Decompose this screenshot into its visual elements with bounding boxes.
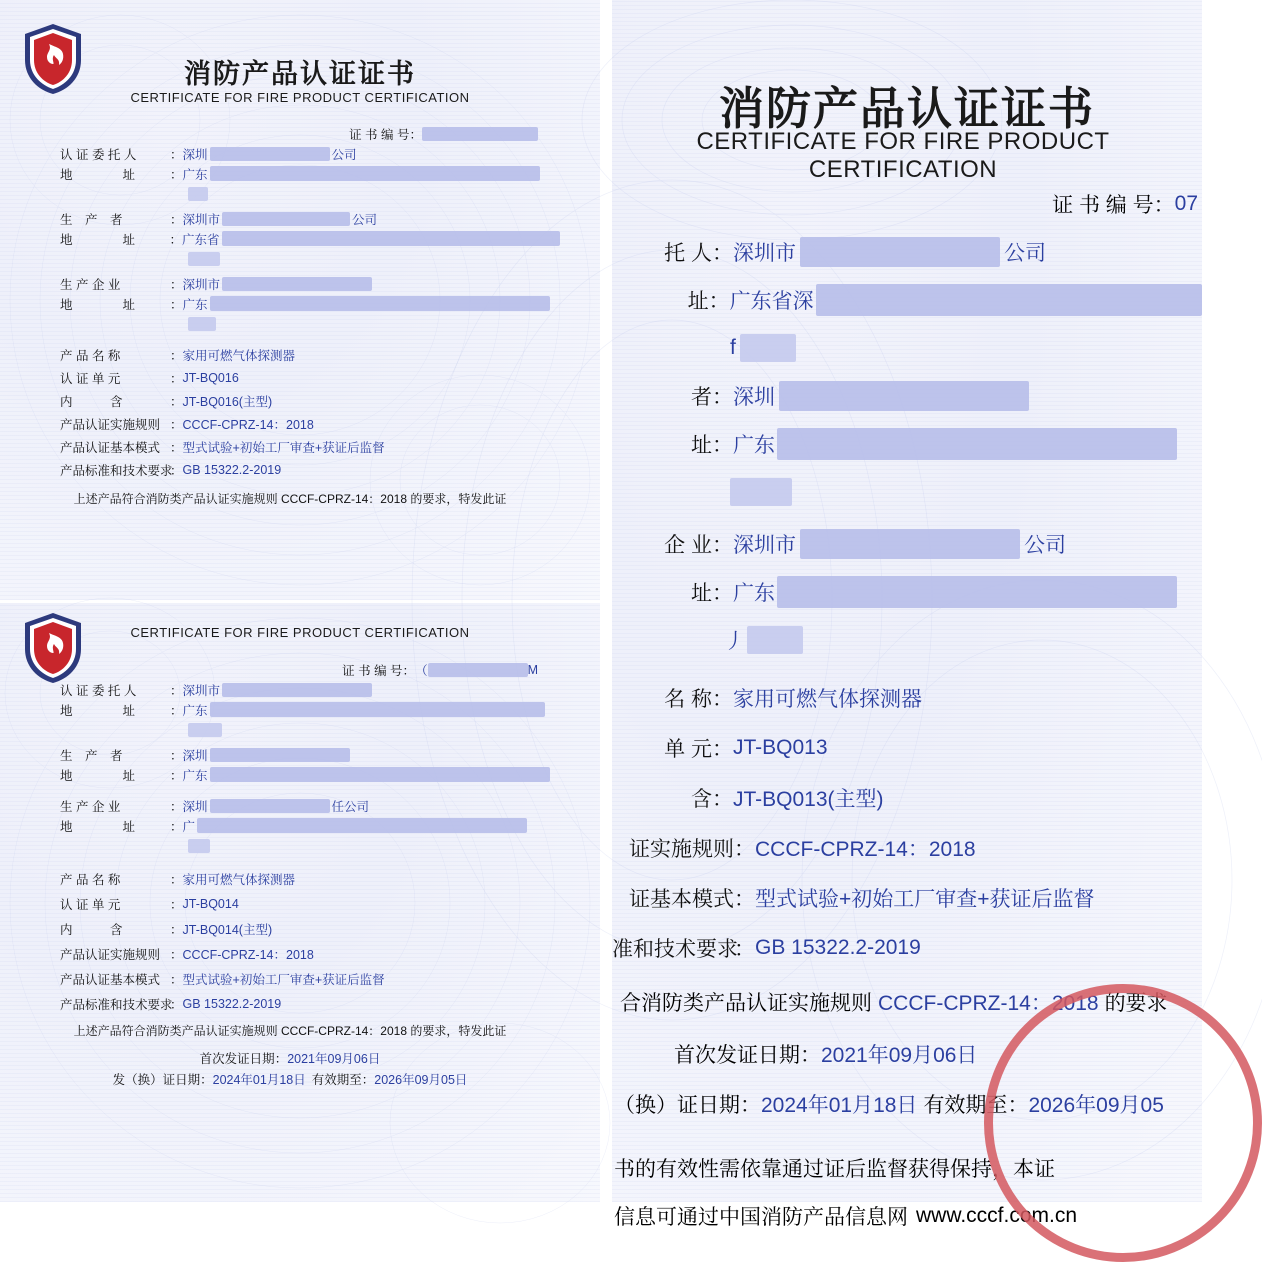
product-name-label: 产 品 名 称 xyxy=(60,348,121,363)
valid-until-value: 2026年09月05 xyxy=(1028,1094,1164,1117)
field-cert-no xyxy=(60,661,560,678)
redaction-bar xyxy=(816,284,1202,316)
colon: ： xyxy=(740,1094,761,1117)
colon: ： xyxy=(170,768,183,783)
redaction-bar xyxy=(210,296,550,311)
product-name-label: 产 品 名 称 xyxy=(60,872,121,887)
standard-value: GB 15322.2-2019 xyxy=(182,996,282,1011)
field-cert-unit xyxy=(60,369,560,386)
certificate-right-zoomed xyxy=(612,0,1202,1229)
colon: ： xyxy=(734,838,755,861)
certificate-fields xyxy=(60,125,560,507)
redaction-bar xyxy=(747,626,803,654)
field-includes xyxy=(612,779,1202,817)
producer-address-prefix: 广东 xyxy=(733,434,775,457)
redaction-bar xyxy=(210,702,545,717)
factory-label: 企 业 xyxy=(664,534,712,557)
applicant-address-label: 址 xyxy=(687,290,709,313)
field-producer-address xyxy=(60,230,560,247)
field-first-issue xyxy=(20,1049,560,1066)
redaction-bar xyxy=(222,212,350,226)
rule-value: CCCF-CPRZ-14：2018 xyxy=(755,838,976,861)
redaction-bar xyxy=(222,683,372,697)
factory-address-fragment: 丿 xyxy=(724,630,745,653)
field-standard xyxy=(60,461,560,478)
certificate-footnote: 上述产品符合消防类产品认证实施规则 CCCF-CPRZ-14：2018 的要求，特发此证 xyxy=(73,492,507,506)
certificate-title-en: CERTIFICATE FOR FIRE PRODUCT CERTIFICATION xyxy=(130,90,470,105)
field-product-name xyxy=(60,346,560,363)
colon: ： xyxy=(712,534,733,557)
applicant-address-prefix: 广东 xyxy=(182,167,208,182)
colon: ： xyxy=(170,277,183,292)
cert-unit-label: 认 证 单 元 xyxy=(60,897,121,912)
cert-unit-value: JT-BQ014 xyxy=(182,896,239,911)
includes-value: JT-BQ013(主型) xyxy=(733,788,884,811)
colon: ： xyxy=(712,788,733,811)
field-cert-unit xyxy=(612,729,1202,767)
colon: ： xyxy=(170,371,183,386)
validity-note-text: 书的有效性需依靠通过证后监督获得保持，本证 xyxy=(614,1158,1055,1181)
includes-label: 含 xyxy=(691,788,712,811)
mode-value: 型式试验+初始工厂审查+获证后监督 xyxy=(182,972,385,987)
field-rule xyxy=(60,415,560,432)
cert-no-label: 证 书 编 号 xyxy=(342,663,403,678)
applicant-prefix: 深圳 xyxy=(182,147,208,162)
first-issue-value: 2021年09月06日 xyxy=(287,1051,381,1066)
colon: ： xyxy=(170,748,183,763)
field-includes xyxy=(60,392,560,409)
factory-address-label: 地 址 xyxy=(60,819,136,834)
includes-value: JT-BQ014(主型) xyxy=(182,922,273,937)
field-applicant-address-line2 xyxy=(60,721,560,738)
colon: ： xyxy=(170,683,183,698)
colon: ： xyxy=(170,799,183,814)
cert-unit-label: 认 证 单 元 xyxy=(60,371,121,386)
producer-prefix: 深圳市 xyxy=(182,212,221,227)
colon: ： xyxy=(170,997,183,1012)
redaction-bar xyxy=(210,767,550,782)
field-applicant xyxy=(60,681,560,698)
colon: ： xyxy=(170,872,183,887)
field-applicant-address xyxy=(60,701,560,718)
reissue-label: 发（换）证日期 xyxy=(112,1072,201,1087)
valid-until-label: 有效期至 xyxy=(923,1094,1008,1117)
field-factory-address-line2 xyxy=(60,837,560,854)
redaction-bar xyxy=(740,334,796,362)
field-factory-address-line2 xyxy=(612,621,1202,659)
field-applicant-address-line2 xyxy=(60,185,560,202)
producer-address-prefix: 广东 xyxy=(182,768,208,783)
factory-address-prefix: 广 xyxy=(182,819,196,834)
field-producer-address xyxy=(612,425,1202,463)
field-reissue xyxy=(20,1070,560,1087)
redaction-bar xyxy=(210,748,350,762)
includes-label: 内 含 xyxy=(60,922,123,937)
factory-address-label: 地 址 xyxy=(60,297,136,312)
colon: ： xyxy=(170,147,183,162)
field-product-name xyxy=(60,870,560,887)
producer-label: 生 产 者 xyxy=(60,748,123,763)
producer-address-label: 址 xyxy=(691,434,712,457)
colon: ： xyxy=(170,972,183,987)
field-factory-address xyxy=(60,295,560,312)
certificate-footnote: 上述产品符合消防类产品认证实施规则 CCCF-CPRZ-14：2018 的要求，特发此证 xyxy=(73,1024,507,1038)
cert-no-suffix: M xyxy=(527,662,538,677)
factory-address-prefix: 广东 xyxy=(182,297,208,312)
rule-label: 产品认证实施规则 xyxy=(60,947,161,962)
colon: ： xyxy=(734,888,755,911)
field-mode xyxy=(60,438,560,455)
redaction-bar xyxy=(422,127,538,141)
colon: ： xyxy=(402,663,416,678)
field-producer xyxy=(612,377,1202,415)
reissue-value: 2024年01月18日 xyxy=(761,1094,918,1117)
redaction-bar xyxy=(210,799,330,813)
redaction-bar xyxy=(197,818,527,833)
certificate-title-en: CERTIFICATE FOR FIRE PRODUCT CERTIFICATION xyxy=(130,625,470,640)
colon: ： xyxy=(1153,194,1175,217)
first-issue-value: 2021年09月06日 xyxy=(821,1044,978,1067)
rule-label: 产品认证实施规则 xyxy=(60,417,161,432)
applicant-label: 认 证 委 托 人 xyxy=(60,147,137,162)
colon: ： xyxy=(170,947,183,962)
product-name-value: 家用可燃气体探测器 xyxy=(733,688,922,711)
factory-prefix: 深圳 xyxy=(182,799,208,814)
applicant-address-label: 地 址 xyxy=(60,167,136,182)
valid-until-value: 2026年09月05日 xyxy=(374,1072,468,1087)
mode-label: 证基本模式 xyxy=(629,888,734,911)
includes-value: JT-BQ016(主型) xyxy=(182,394,273,409)
colon: ： xyxy=(170,440,183,455)
field-cert-no xyxy=(60,125,560,142)
field-applicant-address xyxy=(612,281,1202,319)
footnote-suffix: 的要求 xyxy=(1104,992,1168,1015)
includes-label: 内 含 xyxy=(60,394,123,409)
applicant-prefix: 深圳市 xyxy=(733,242,796,265)
certificate-fields xyxy=(60,661,560,1090)
first-issue-label: 首次发证日期 xyxy=(199,1051,275,1066)
field-producer-address-line2 xyxy=(60,250,560,267)
colon: ： xyxy=(361,1072,375,1087)
colon: ： xyxy=(409,127,422,142)
field-factory-address xyxy=(60,817,560,834)
factory-prefix: 深圳市 xyxy=(182,277,221,292)
certificate-title-en: CERTIFICATE FOR FIRE PRODUCT CERTIFICATION xyxy=(696,128,1110,183)
factory-suffix: 任公司 xyxy=(331,799,370,814)
producer-address-label: 地 址 xyxy=(60,232,136,247)
colon: ： xyxy=(170,463,183,478)
applicant-label: 认 证 委 托 人 xyxy=(60,683,137,698)
field-producer xyxy=(60,210,560,227)
producer-prefix: 深圳 xyxy=(182,748,208,763)
cccf-website-link[interactable]: www.cccf.com.cn xyxy=(916,1204,1078,1227)
applicant-address-fragment: f xyxy=(730,336,736,359)
field-factory xyxy=(612,525,1202,563)
colon: ： xyxy=(712,242,733,265)
producer-prefix: 深圳 xyxy=(733,386,775,409)
field-applicant-address xyxy=(60,165,560,182)
redaction-bar xyxy=(779,381,1029,411)
redaction-bar xyxy=(800,529,1020,559)
redaction-bar xyxy=(428,663,528,677)
cert-unit-label: 单 元 xyxy=(664,738,712,761)
producer-address-label: 地 址 xyxy=(60,768,136,783)
applicant-prefix: 深圳市 xyxy=(182,683,221,698)
cert-no-label: 证 书 编 号 xyxy=(349,127,410,142)
redaction-bar xyxy=(188,252,220,266)
mode-label: 产品认证基本模式 xyxy=(60,440,161,455)
footnote-prefix: 合消防类产品认证实施规则 xyxy=(620,992,872,1015)
rule-value: CCCF-CPRZ-14：2018 xyxy=(182,417,314,432)
field-factory-address xyxy=(612,573,1202,611)
standard-value: GB 15322.2-2019 xyxy=(755,936,921,959)
field-producer-address xyxy=(60,766,560,783)
cert-unit-value: JT-BQ016 xyxy=(182,370,239,385)
cert-no-value: （ xyxy=(415,663,428,678)
redaction-bar xyxy=(188,317,216,331)
redaction-bar xyxy=(210,166,540,181)
field-cert-no xyxy=(612,185,1202,223)
factory-address-prefix: 广东 xyxy=(733,582,775,605)
rule-label: 证实施规则 xyxy=(629,838,734,861)
mode-label: 产品认证基本模式 xyxy=(60,972,161,987)
cert-no-label: 证 书 编 号 xyxy=(1052,194,1154,217)
colon: ： xyxy=(170,703,183,718)
footnote-rule: CCCF-CPRZ-14：2018 xyxy=(878,992,1099,1015)
certificate-title-cn: 消防产品认证证书 xyxy=(718,83,1095,134)
factory-address-label: 址 xyxy=(691,582,712,605)
field-applicant-address-line2 xyxy=(612,329,1202,367)
field-rule xyxy=(60,945,560,962)
colon: ： xyxy=(170,212,183,227)
redaction-bar xyxy=(188,187,208,201)
mode-value: 型式试验+初始工厂审查+获证后监督 xyxy=(755,888,1095,911)
field-factory xyxy=(60,275,560,292)
field-rule xyxy=(612,829,1202,867)
producer-suffix: 公司 xyxy=(352,212,378,227)
colon: ： xyxy=(712,386,733,409)
cert-no-value: 07 xyxy=(1174,192,1198,215)
factory-label: 生 产 企 业 xyxy=(60,277,121,292)
first-issue-label: 首次发证日期 xyxy=(674,1044,800,1067)
field-factory xyxy=(60,797,560,814)
applicant-suffix: 公司 xyxy=(331,147,357,162)
colon: ： xyxy=(1007,1094,1029,1117)
field-standard xyxy=(612,929,1202,967)
redaction-bar xyxy=(188,839,210,853)
field-product-name xyxy=(612,679,1202,717)
field-includes xyxy=(60,920,560,937)
product-name-value: 家用可燃气体探测器 xyxy=(182,348,296,363)
field-mode xyxy=(612,879,1202,917)
certificate-bottom-left xyxy=(0,603,600,1202)
colon: ： xyxy=(169,232,183,247)
colon: ： xyxy=(170,297,183,312)
factory-label: 生 产 企 业 xyxy=(60,799,121,814)
field-factory-address-line2 xyxy=(60,315,560,332)
red-seal-stamp xyxy=(984,984,1262,1262)
colon: ： xyxy=(170,348,183,363)
field-producer xyxy=(60,746,560,763)
factory-prefix: 深圳市 xyxy=(733,534,796,557)
colon: ： xyxy=(712,582,733,605)
colon: ： xyxy=(170,417,183,432)
certificate-top-left xyxy=(0,0,600,600)
certificate-title-cn: 消防产品认证证书 xyxy=(184,59,416,89)
field-mode xyxy=(60,970,560,987)
colon: ： xyxy=(170,819,183,834)
standard-label: 产品标准和技术要求 xyxy=(60,463,173,478)
colon: ： xyxy=(734,938,755,961)
field-producer-address-line2 xyxy=(612,473,1202,511)
colon: ： xyxy=(170,167,183,182)
redaction-bar xyxy=(210,147,330,161)
reissue-value: 2024年01月18日 xyxy=(212,1072,306,1087)
colon: ： xyxy=(170,922,183,937)
producer-label: 生 产 者 xyxy=(60,212,123,227)
applicant-label: 托 人 xyxy=(664,242,712,265)
colon: ： xyxy=(274,1051,288,1066)
product-name-value: 家用可燃气体探测器 xyxy=(182,872,296,887)
colon: ： xyxy=(712,434,733,457)
factory-suffix: 公司 xyxy=(1024,534,1066,557)
producer-label: 者 xyxy=(691,386,712,409)
redaction-bar xyxy=(777,576,1177,608)
colon: ： xyxy=(170,897,183,912)
field-applicant xyxy=(612,233,1202,271)
applicant-address-label: 地 址 xyxy=(60,703,136,718)
reissue-label: （换）证日期 xyxy=(614,1094,740,1117)
standard-label: 产品标准和技术要求 xyxy=(60,997,173,1012)
colon: ： xyxy=(170,394,183,409)
standard-label: 准和技术要求 xyxy=(612,938,738,961)
product-name-label: 名 称 xyxy=(664,688,712,711)
applicant-address-prefix: 广东 xyxy=(182,703,208,718)
colon: ： xyxy=(708,290,730,313)
colon: ： xyxy=(200,1072,213,1087)
applicant-suffix: 公司 xyxy=(1004,242,1046,265)
redaction-bar xyxy=(777,428,1177,460)
producer-address-prefix: 广东省 xyxy=(182,232,220,247)
cert-unit-value: JT-BQ013 xyxy=(733,736,828,759)
valid-until-label: 有效期至 xyxy=(311,1072,362,1087)
field-standard xyxy=(60,995,560,1012)
standard-value: GB 15322.2-2019 xyxy=(182,462,282,477)
applicant-address-prefix: 广东省深 xyxy=(729,290,814,313)
field-cert-unit xyxy=(60,895,560,912)
redaction-bar xyxy=(800,237,1000,267)
field-applicant xyxy=(60,145,560,162)
redaction-bar xyxy=(730,478,792,506)
mode-value: 型式试验+初始工厂审查+获证后监督 xyxy=(182,440,385,455)
redaction-bar xyxy=(222,231,560,246)
colon: ： xyxy=(800,1044,821,1067)
colon: ： xyxy=(712,738,733,761)
redaction-bar xyxy=(188,723,222,737)
redaction-bar xyxy=(222,277,372,291)
rule-value: CCCF-CPRZ-14：2018 xyxy=(182,947,314,962)
colon: ： xyxy=(712,688,733,711)
validity-note-prefix: 信息可通过中国消防产品信息网 xyxy=(614,1206,908,1229)
